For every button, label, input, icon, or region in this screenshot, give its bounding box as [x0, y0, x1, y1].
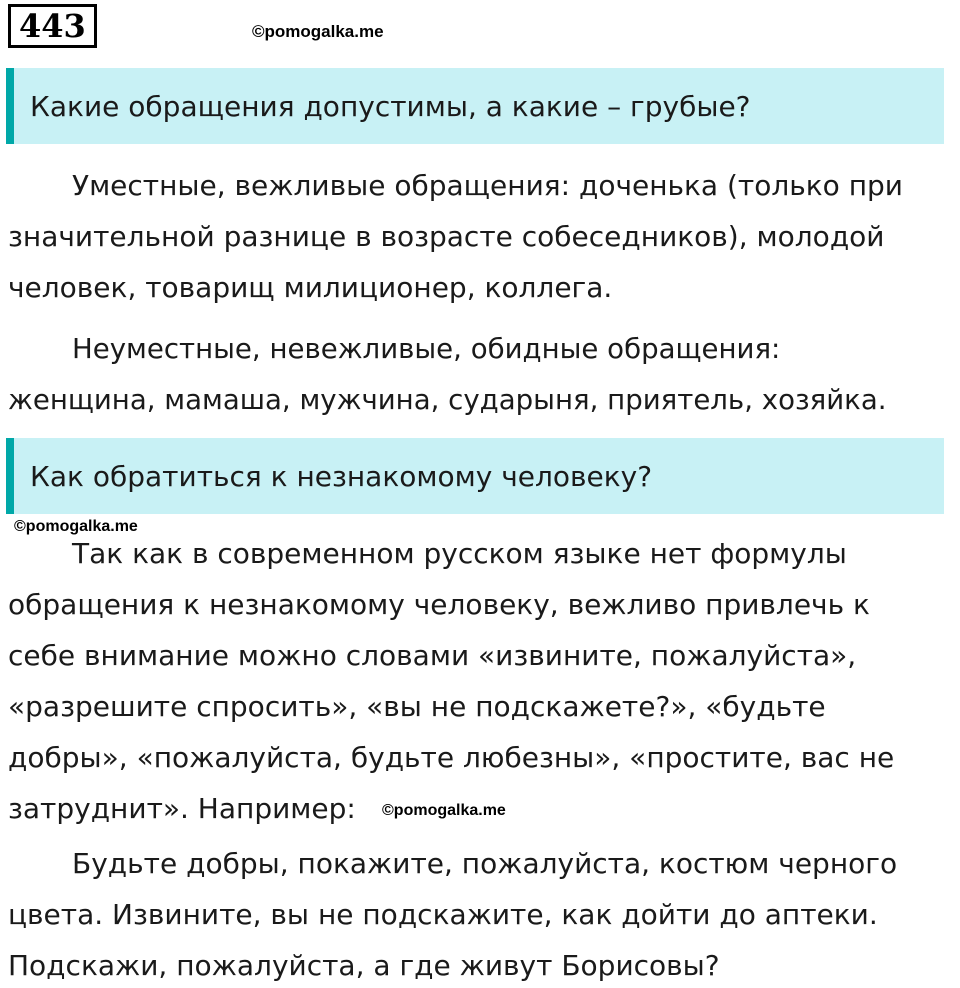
text-line: Неуместные, невежливые, обидные обращения:: [72, 332, 781, 365]
answer-2-paragraph-1: [8, 528, 948, 834]
text-line: добры», «пожалуйста, будьте любезны», «простите, вас не: [8, 741, 895, 774]
question-heading-1: [6, 68, 944, 144]
answer-1-paragraph-1: [8, 160, 948, 313]
text-line: себе внимание можно словами «извините, пожалуйста»,: [8, 639, 857, 672]
text-line: женщина, мамаша, мужчина, сударыня, приятель, хозяйка.: [8, 383, 887, 416]
watermark-inline: ©pomogalka.me: [382, 802, 506, 819]
text-line: Уместные, вежливые обращения: доченька (только при: [72, 169, 903, 202]
watermark-top: ©pomogalka.me: [252, 22, 384, 41]
text-line: человек, товарищ милиционер, коллега.: [8, 271, 613, 304]
task-number: 443: [8, 4, 97, 48]
text-line: значительной разнице в возрасте собеседников), молодой: [8, 220, 885, 253]
text-line: затруднит». Например:: [8, 792, 356, 825]
watermark-middle: ©pomogalka.me: [14, 518, 138, 535]
text-line: Так как в современном русском языке нет формулы: [72, 537, 847, 570]
text-line: «разрешите спросить», «вы не подскажете?», «будьте: [8, 690, 826, 723]
text-line: обращения к незнакомому человеку, вежливо привлечь к: [8, 588, 870, 621]
question-text-1: Какие обращения допустимы, а какие – грубые?: [30, 89, 751, 123]
answer-2-paragraph-2: [8, 838, 948, 988]
answer-1-paragraph-2: [8, 323, 948, 425]
question-text-2: Как обратиться к незнакомому человеку?: [30, 459, 653, 493]
text-line: Подскажи, пожалуйста, а где живут Борисовы?: [8, 949, 720, 982]
text-line: цвета. Извините, вы не подскажите, как дойти до аптеки.: [8, 898, 878, 931]
text-line: Будьте добры, покажите, пожалуйста, костюм черного: [72, 847, 898, 880]
question-heading-2: [6, 438, 944, 514]
